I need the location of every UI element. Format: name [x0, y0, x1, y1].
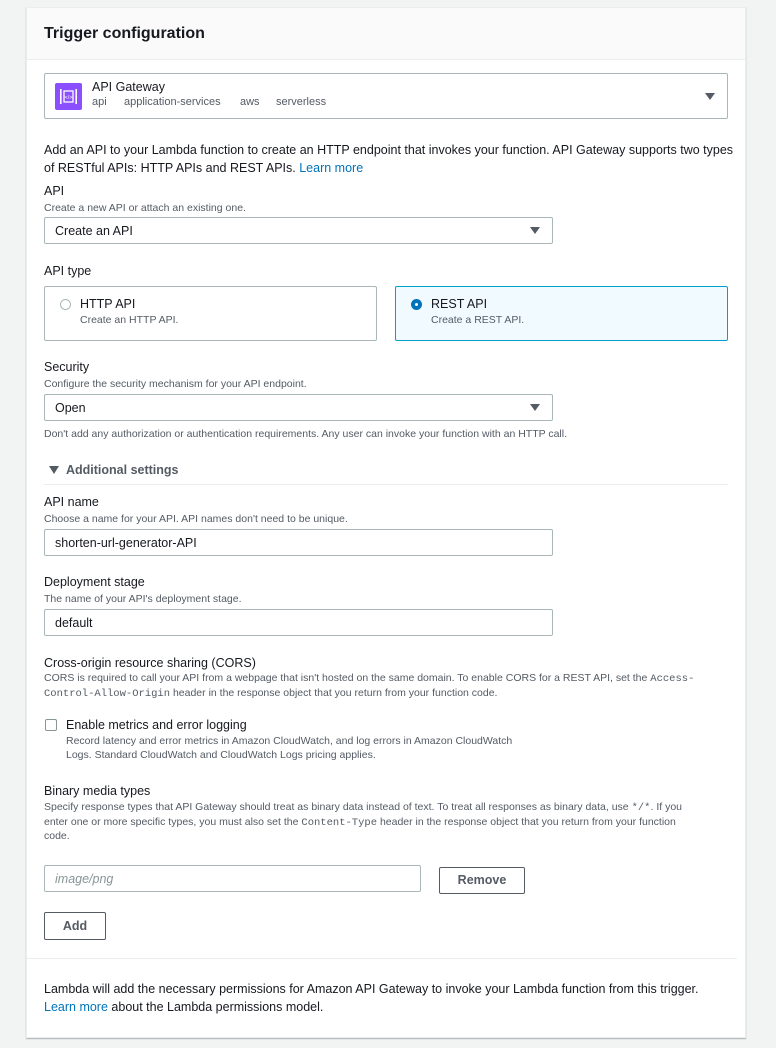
trigger-source-select[interactable] [44, 73, 728, 119]
chevron-down-icon [705, 93, 715, 100]
panel-header [27, 8, 745, 60]
deployment-stage-label: Deployment stage [44, 575, 145, 589]
api-sublabel: Create a new API or attach an existing one. [44, 202, 246, 214]
api-type-rest-option[interactable]: REST API Create a REST API. [395, 286, 728, 341]
panel-title: Trigger configuration [44, 25, 205, 42]
intro-description: Add an API to your Lambda function to create an HTTP endpoint that invokes your function. API Gateway supports two types of RESTful APIs: HTTP APIs and REST APIs. Learn more [44, 143, 734, 175]
chevron-down-icon [530, 227, 540, 234]
api-name-label: API name [44, 495, 99, 509]
cors-description: CORS is required to call your API from a webpage that isn't hosted on the same domain. To enable CORS for a REST API, set the Access- Control-Allow-Origin header in the response object that you return from your function code. [44, 672, 695, 700]
trigger-tag: application-services [124, 96, 221, 108]
cors-label: Cross-origin resource sharing (CORS) [44, 656, 256, 670]
api-type-label: API type [44, 264, 92, 278]
api-select[interactable]: Create an API [44, 217, 553, 244]
chevron-down-icon [530, 404, 540, 411]
deployment-stage-sublabel: The name of your API's deployment stage. [44, 593, 242, 605]
enable-metrics-checkbox[interactable] [45, 719, 57, 731]
caret-down-icon [49, 466, 59, 474]
trigger-configuration-panel [26, 7, 746, 1038]
trigger-tag: aws [240, 96, 260, 108]
permissions-note: Lambda will add the necessary permissions for Amazon API Gateway to invoke your Lambda function from this trigger. Learn more about the Lambda permissions model. [44, 982, 699, 1014]
add-button[interactable]: Add [44, 912, 106, 940]
trigger-name: API Gateway [92, 80, 165, 94]
api-name-input[interactable]: shorten-url-generator-API [44, 529, 553, 556]
learn-more-link[interactable]: Learn more [44, 1000, 108, 1014]
enable-metrics-description: Record latency and error metrics in Amazon CloudWatch, and log errors in Amazon CloudWatch Logs. Standard CloudWatch and CloudWatch Logs pricing applies. [66, 735, 513, 761]
radio-button[interactable] [60, 299, 71, 310]
trigger-tag: serverless [276, 96, 327, 108]
api-gateway-icon [55, 83, 82, 110]
additional-settings-toggle[interactable]: Additional settings [44, 463, 344, 479]
learn-more-link[interactable]: Learn more [299, 161, 364, 175]
api-label: API [44, 184, 65, 198]
remove-button[interactable]: Remove [439, 867, 525, 894]
binary-media-label: Binary media types [44, 784, 151, 798]
trigger-tag: api [92, 96, 107, 108]
security-label: Security [44, 360, 90, 374]
divider [44, 484, 728, 485]
security-hint: Don't add any authorization or authentication requirements. Any user can invoke your function with an HTTP call. [44, 428, 568, 440]
deployment-stage-input[interactable]: default [44, 609, 553, 636]
svg-text:</>: </> [64, 95, 73, 101]
security-select[interactable]: Open [44, 394, 553, 421]
security-sublabel: Configure the security mechanism for your API endpoint. [44, 378, 307, 390]
divider [27, 958, 737, 959]
binary-media-description: Specify response types that API Gateway should treat as binary data instead of text. To treat all responses as binary data, use */*. If you enter one or more specific types, you must also set the Content-Type header in the response object that you return from your function code. [44, 801, 682, 842]
binary-media-type-input[interactable]: image/png [44, 865, 421, 892]
api-name-sublabel: Choose a name for your API. API names don't need to be unique. [44, 513, 348, 525]
enable-metrics-label[interactable]: Enable metrics and error logging [66, 718, 247, 732]
api-type-http-option[interactable]: HTTP API Create an HTTP API. [44, 286, 377, 341]
radio-button-selected[interactable] [411, 299, 422, 310]
